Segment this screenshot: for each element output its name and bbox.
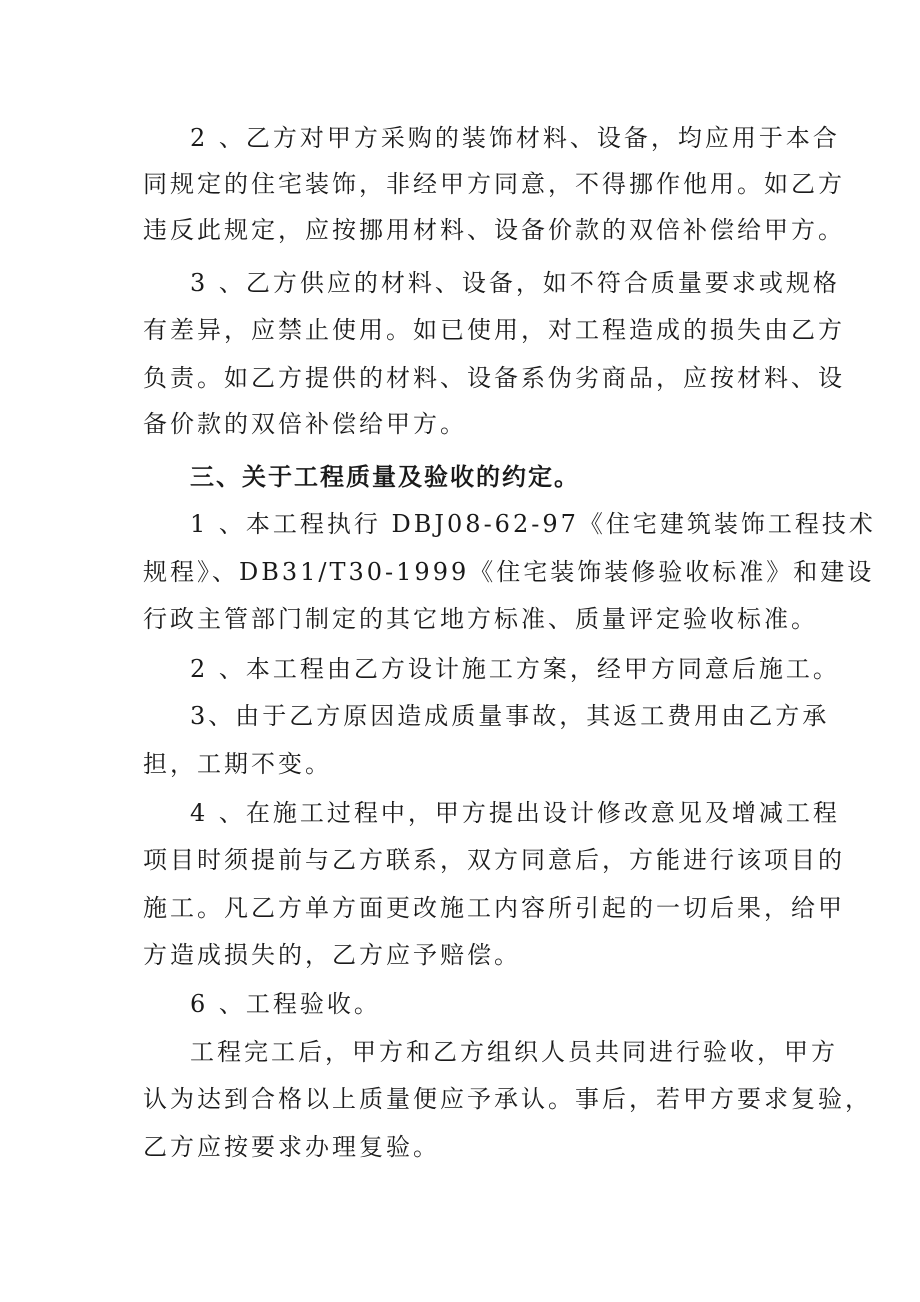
paragraph-line: 认为达到合格以上质量便应予承认。事后，若甲方要求复验， (143, 1085, 872, 1113)
paragraph-line: 项目时须提前与乙方联系，双方同意后，方能进行该项目的 (143, 846, 845, 874)
paragraph-line: 负责。如乙方提供的材料、设备系伪劣商品，应按材料、设 (143, 364, 845, 392)
paragraph-line: 乙方应按要求办理复验。 (143, 1133, 440, 1161)
paragraph-line: 6 、工程验收。 (190, 990, 381, 1018)
paragraph-line: 方造成损失的，乙方应予赔偿。 (143, 941, 521, 969)
paragraph-line: 规程》、DB31/T30-1999《住宅装饰装修验收标准》和建设 (143, 558, 875, 586)
paragraph-line: 3、由于乙方原因造成质量事故，其返工费用由乙方承 (190, 702, 830, 730)
paragraph-line: 有差异，应禁止使用。如已使用，对工程造成的损失由乙方 (143, 316, 845, 344)
paragraph-line: 4 、在施工过程中，甲方提出设计修改意见及增减工程 (190, 799, 840, 827)
paragraph-line: 违反此规定，应按挪用材料、设备价款的双倍补偿给甲方。 (143, 216, 845, 244)
paragraph-line: 同规定的住宅装饰，非经甲方同意，不得挪作他用。如乙方 (143, 170, 845, 198)
paragraph-line: 1 、本工程执行 DBJ08-62-97《住宅建筑装饰工程技术 (190, 510, 876, 538)
paragraph-line: 3 、乙方供应的材料、设备，如不符合质量要求或规格 (190, 269, 840, 297)
section-heading: 三、关于工程质量及验收的约定。 (190, 463, 580, 491)
paragraph-line: 备价款的双倍补偿给甲方。 (143, 410, 467, 438)
paragraph-line: 工程完工后，甲方和乙方组织人员共同进行验收，甲方 (190, 1038, 838, 1066)
paragraph-line: 施工。凡乙方单方面更改施工内容所引起的一切后果，给甲 (143, 894, 845, 922)
paragraph-line: 担，工期不变。 (143, 750, 332, 778)
paragraph-line: 2 、本工程由乙方设计施工方案，经甲方同意后施工。 (190, 655, 840, 683)
paragraph-line: 行政主管部门制定的其它地方标准、质量评定验收标准。 (143, 605, 818, 633)
paragraph-line: 2 、乙方对甲方采购的装饰材料、设备，均应用于本合 (190, 124, 840, 152)
